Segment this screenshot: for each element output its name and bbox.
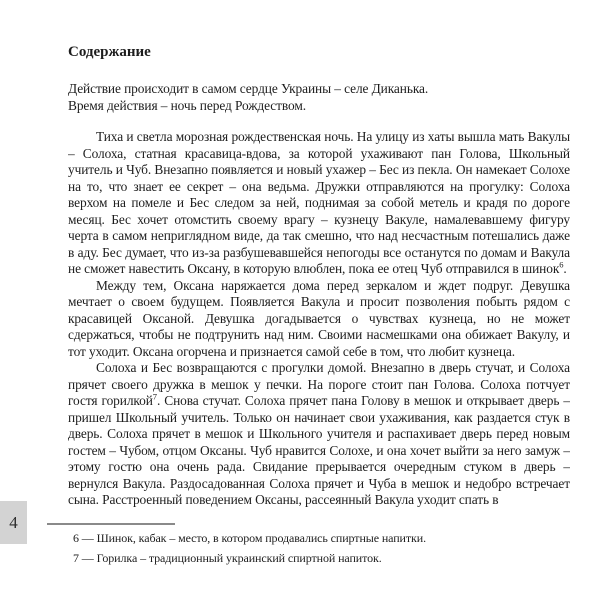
paragraph: Солоха и Бес возвращаются с прогулки домой. Внезапно в дверь стучат, и Солоха прячет своего дружка в мешок у печки. На пороге стоит пан Голова. Солоха потчует гостя горилкой$^7$. Снова стучат. Солоха прячет пана Голову в мешок и открывает дверь – пришел Школьный учитель. Только он начинает свои ухаживания, как раздается стук в дверь. Солоха прячет в мешок и Школьного учителя и распахивает дверь перед новым гостем – Чубом, отцом Оксаны. Чуб нравится Солохе, и она хочет выйти за него замуж – этому гостю она очень рада. Свидание прерывается очередным стуком в дверь – вернулся Вакула. Раздосадованная Солоха прячет и Чуба в мешок и недобро встречает сына. Расстроенный поведением Оксаны, рассеянный Вакула уходит спать в [68,360,570,507]
footnote-7: 7 — Горилка – традиционный украинский спиртной напиток. [73,551,382,565]
page-number: 4 [9,512,18,532]
paragraph: Между тем, Оксана наряжается дома перед зеркалом и ждет подруг. Девушка мечтает о своем будущем. Появляется Вакула и просит позволения побыть рядом с красавицей Оксаной. Девушка догадывается о чувствах кузнеца, но не может сдержаться, чтобы не подтрунить над ним. Своими насмешками она обижает Вакулу, и тот уходит. Оксана огорчена и признается самой себе в том, что любит кузнеца. [68,277,570,359]
page-number-badge [0,501,27,544]
page-title: Содержание [68,44,151,60]
body-text [68,129,570,509]
intro-block [68,81,570,114]
footnote-reference: 6 [559,259,564,270]
footnote-separator [47,523,175,525]
footnote-6: 6 — Шинок, кабак – место, в котором продавались спиртные напитки. [73,531,426,545]
page-content [68,44,570,516]
paragraph: Тиха и светла морозная рождественская ночь. На улицу из хаты вышла мать Вакулы – Солоха, статная красавица-вдова, за которой ухаживают пан Голова, Школьный учитель и Чуб. Внезапно появляется и новый ухажер – Бес из пекла. Он намекает Солохе на то, что знает ее секрет – она ведьма. Дружки отправляются на прогулку: Солоха верхом на помеле и Бес следом за ней, поднимая за собой метель и крадя по дороге месяц. Бес хочет отомстить своему врагу – кузнецу Вакуле, намалевавшему фигуру черта в самом неприглядном виде, да так смешно, что над несчастным потешались даже в аду. Бес думает, что из-за разбушевавшейся непогоды все останутся по домам и Вакула не сможет навестить Оксану, в которую влюблен, пока ее отец Чуб отправился в шинок$^6$. [68,129,570,276]
footnote-reference: 7 [152,391,157,402]
intro-line-setting: Действие происходит в самом сердце Украины – селе Диканька. [68,81,429,96]
intro-line-time: Время действия – ночь перед Рождеством. [68,97,306,113]
footnotes-section [47,523,517,571]
